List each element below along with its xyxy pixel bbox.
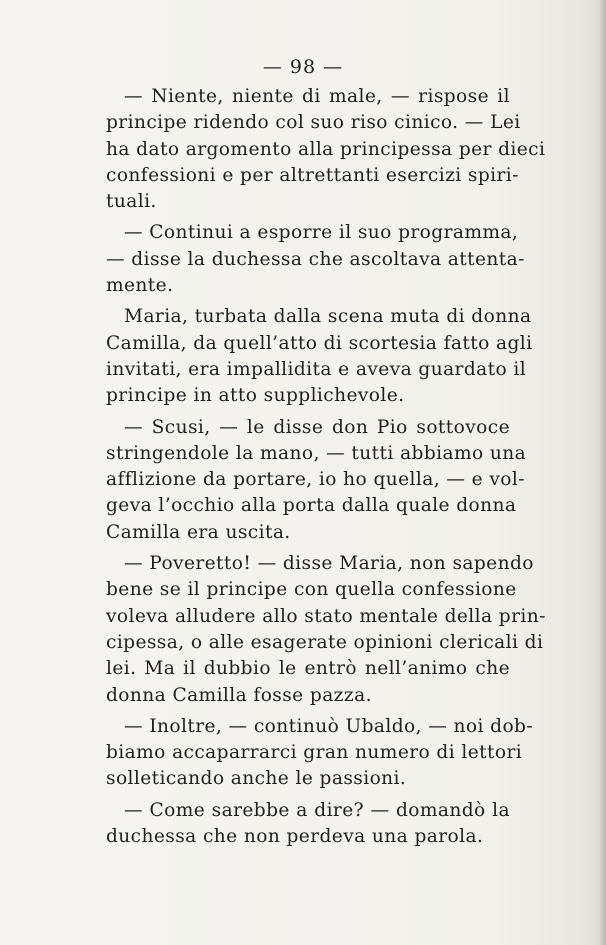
text-line: cipessa, o alle esagerate opinioni clericali di xyxy=(106,631,544,653)
body-text xyxy=(106,84,546,850)
text-line: biamo accaparrarci gran numero di lettori xyxy=(106,742,523,764)
text-line: donna Camilla fosse pazza. xyxy=(106,684,372,706)
text-line: mente. xyxy=(106,275,174,297)
text-line: principe in atto supplichevole. xyxy=(106,385,405,407)
text-line: principe ridendo col suo riso cinico. — Lei xyxy=(106,112,521,134)
page-number: — 98 — xyxy=(262,56,344,78)
text-line: invitati, era impallidita e aveva guardato il xyxy=(106,358,527,380)
text-line: lei. Ma il dubbio le entrò nell’animo che xyxy=(106,658,510,680)
text-line: ha dato argomento alla principessa per dieci xyxy=(106,138,546,160)
text-line: stringendole la mano, — tutti abbiamo una xyxy=(106,442,527,464)
text-line: — Come sarebbe a dire? — domandò la xyxy=(124,799,510,821)
text-line: bene se il principe con quella confessione xyxy=(106,579,517,601)
text-line: — Inoltre, — continuò Ubaldo, — noi dob- xyxy=(124,715,534,737)
text-line: afflizione da portare, io ho quella, — e vol- xyxy=(106,469,525,491)
text-line: Camilla, da quell’atto di scortesia fatto agli xyxy=(106,332,533,354)
text-line: geva l’occhio alla porta dalla quale donna xyxy=(106,495,517,517)
text-line: — Poveretto! — disse Maria, non sapendo xyxy=(124,553,534,575)
text-line: — Continui a esporre il suo programma, xyxy=(124,222,519,244)
text-line: — Niente, niente di male, — rispose il xyxy=(124,86,510,107)
text-line: voleva alludere allo stato mentale della prin- xyxy=(106,605,546,627)
text-line: Maria, turbata dalla scena muta di donna xyxy=(124,306,532,328)
text-line: — disse la duchessa che ascoltava attenta- xyxy=(106,248,525,270)
text-line: solleticando anche le passioni. xyxy=(106,768,407,790)
text-line: Camilla era uscita. xyxy=(106,521,291,543)
page-edge-shadow xyxy=(600,0,606,945)
text-line: confessioni e per altrettanti esercizi spiri- xyxy=(106,164,519,186)
text-line: — Scusi, — le disse don Pio sottovoce xyxy=(124,416,510,438)
text-line: tuali. xyxy=(106,191,157,213)
text-line: duchessa che non perdeva una parola. xyxy=(106,826,484,848)
